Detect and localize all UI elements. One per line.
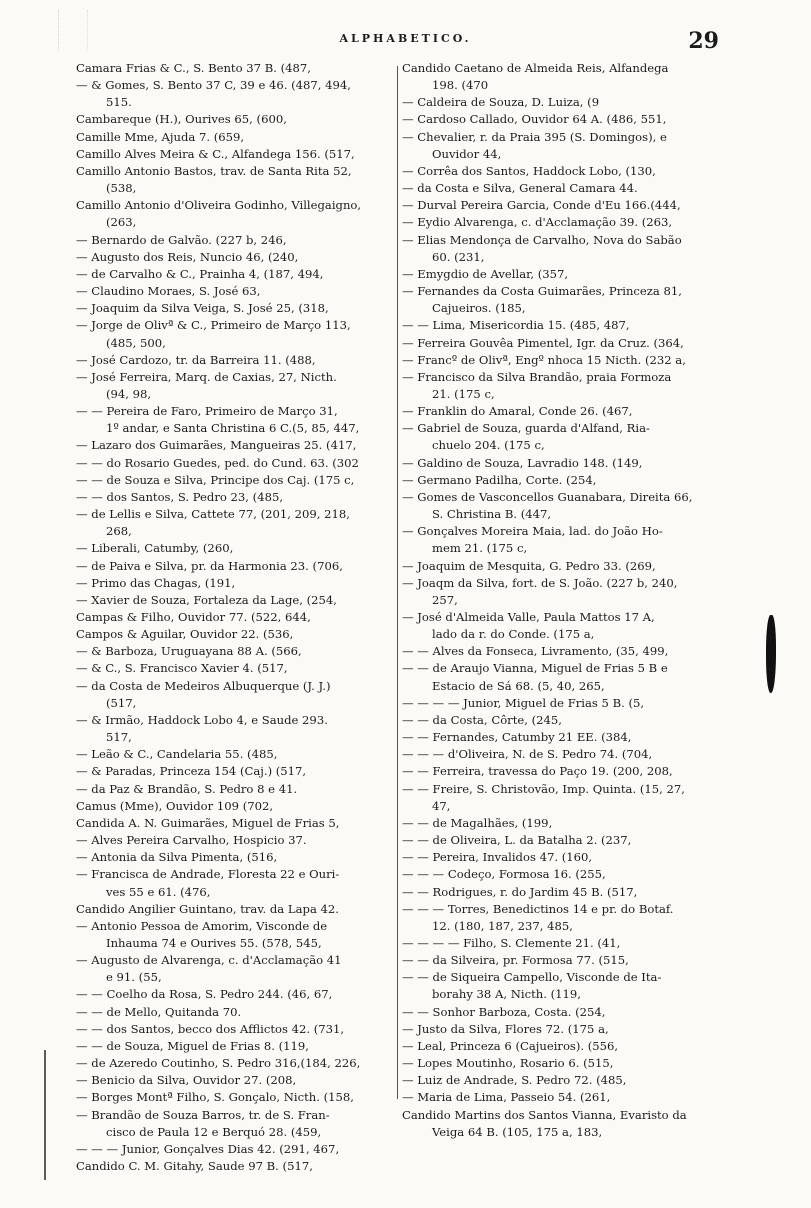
- directory-entry-line: — & Gomes, S. Bento 37 C, 39 e 46. (487, 494,: [76, 78, 351, 93]
- directory-entry-line: — Ferreira Gouvêa Pimentel, Igr. da Cruz. (364,: [402, 335, 684, 350]
- directory-entry-line: — Emygdio de Avellar, (357,: [402, 266, 569, 281]
- directory-entry-line: — Leão & C., Candelaria 55. (485,: [76, 747, 278, 762]
- directory-entry-line: 515.: [106, 95, 132, 110]
- directory-entry-line: 517,: [106, 730, 132, 745]
- directory-entry-line: — Joaqm da Silva, fort. de S. João. (227 b, 240,: [402, 575, 678, 590]
- directory-entry-line: — — da Costa, Côrte, (245,: [402, 712, 562, 727]
- directory-entry-line: — — Sonhor Barboza, Costa. (254,: [402, 1004, 606, 1019]
- directory-entry-line: — de Lellis e Silva, Cattete 77, (201, 209, 218,: [76, 507, 350, 522]
- directory-entry-line: — Chevalier, r. da Praia 395 (S. Domingos), e: [402, 129, 667, 144]
- directory-entry-line: — Claudino Moraes, S. José 63,: [76, 284, 261, 299]
- directory-entry-line: Campas & Filho, Ouvidor 77. (522, 644,: [76, 610, 311, 624]
- directory-entry-line: — Justo da Silva, Flores 72. (175 a,: [402, 1021, 609, 1036]
- directory-entry-line: — Borges Montª Filho, S. Gonçalo, Nicth. (158,: [76, 1090, 354, 1105]
- directory-entry-line: Candido Martins dos Santos Vianna, Evaristo da: [402, 1107, 687, 1122]
- directory-entry-line: — Joaquim de Mesquita, G. Pedro 33. (269,: [402, 558, 656, 573]
- directory-entry-line: — — de Oliveira, L. da Batalha 2. (237,: [402, 833, 632, 848]
- directory-entry-line: — Antonio Pessoa de Amorim, Visconde de: [76, 918, 328, 933]
- directory-entry-line: — da Costa e Silva, General Camara 44.: [402, 181, 638, 196]
- directory-entry-line: — — — d'Oliveira, N. de S. Pedro 74. (704,: [402, 747, 653, 762]
- page-number: 29: [688, 28, 719, 54]
- directory-entry-line: e 91. (55,: [106, 970, 162, 985]
- directory-entry-line: — & Irmão, Haddock Lobo 4, e Saude 293.: [76, 712, 328, 727]
- directory-entry-line: 1º andar, e Santa Christina 6 C.(5, 85, 447,: [106, 421, 360, 436]
- directory-entry-line: — — de Siqueira Campello, Visconde de Ita-: [402, 970, 662, 985]
- directory-entry-line: — Francisco da Silva Brandão, praia Formoza: [402, 369, 672, 384]
- directory-entry-line: — Leal, Princeza 6 (Cajueiros). (556,: [402, 1038, 619, 1053]
- directory-entry-line: Veiga 64 B. (105, 175 a, 183,: [432, 1124, 603, 1139]
- directory-entry-line: — — dos Santos, becco dos Afflictos 42. (731,: [76, 1021, 345, 1036]
- left-column: [76, 60, 394, 1175]
- directory-entry-line: — — dos Santos, S. Pedro 23, (485,: [76, 489, 284, 504]
- directory-entry-line: lado da r. do Conde. (175 a,: [432, 627, 595, 642]
- directory-entry-line: 21. (175 c,: [432, 386, 495, 401]
- directory-entry-line: — Corrêa dos Santos, Haddock Lobo, (130,: [402, 163, 656, 178]
- directory-entry-line: — & Barboza, Uruguayana 88 A. (566,: [76, 644, 302, 659]
- directory-entry-line: — Jorge de Olivª & C., Primeiro de Março 113,: [76, 318, 351, 333]
- directory-entry-line: Candida A. N. Guimarães, Miguel de Frias 5,: [76, 815, 340, 830]
- directory-entry-line: Candido Angilier Guintano, trav. da Lapa 42.: [76, 901, 339, 916]
- directory-entry-line: 60. (231,: [432, 249, 485, 264]
- directory-entry-line: — Liberali, Catumby, (260,: [76, 541, 234, 556]
- directory-entry-line: (517,: [106, 695, 137, 710]
- directory-entry-line: — Gonçalves Moreira Maia, lad. do João Ho-: [402, 524, 663, 539]
- directory-entry-line: — — Pereira de Faro, Primeiro de Março 31,: [76, 404, 338, 419]
- directory-entry-line: — — — — Junior, Miguel de Frias 5 B. (5,: [402, 695, 645, 710]
- directory-entry-line: (538,: [106, 181, 137, 196]
- directory-entry-line: (263,: [106, 215, 137, 230]
- directory-entry-line: — — — Torres, Benedictinos 14 e pr. do Botaf.: [402, 901, 674, 916]
- directory-entry-line: — Primo das Chagas, (191,: [76, 575, 236, 590]
- directory-entry-line: — — Lima, Misericordia 15. (485, 487,: [402, 318, 630, 333]
- directory-entry-line: — — de Mello, Quitanda 70.: [76, 1004, 242, 1019]
- directory-entry-line: — — de Souza, Miguel de Frias 8. (119,: [76, 1038, 309, 1053]
- directory-entry-line: — — — Codeço, Formosa 16. (255,: [402, 867, 606, 882]
- directory-entry-line: — Caldeira de Souza, D. Luiza, (9: [402, 95, 600, 110]
- directory-entry-line: — de Paiva e Silva, pr. da Harmonia 23. (706,: [76, 558, 343, 573]
- directory-entry-line: — — Freire, S. Christovão, Imp. Quinta. (15, 27,: [402, 781, 685, 796]
- directory-entry-line: — & C., S. Francisco Xavier 4. (517,: [76, 661, 288, 676]
- directory-entry-line: — Augusto de Alvarenga, c. d'Acclamação 41: [76, 953, 342, 968]
- directory-entry-line: Inhauma 74 e Ourives 55. (578, 545,: [106, 935, 322, 950]
- directory-entry-line: — — Alves da Fonseca, Livramento, (35, 499,: [402, 644, 669, 659]
- directory-entry-line: — José Ferreira, Marq. de Caxias, 27, Nicth.: [76, 369, 337, 384]
- directory-entry-line: — Cardoso Callado, Ouvidor 64 A. (486, 551,: [402, 112, 667, 127]
- directory-entry-line: mem 21. (175 c,: [432, 541, 528, 556]
- directory-entry-line: chuelo 204. (175 c,: [432, 438, 545, 453]
- directory-entry-line: — — Ferreira, travessa do Paço 19. (200, 208,: [402, 764, 673, 779]
- directory-entry-line: (485, 500,: [106, 335, 166, 350]
- directory-entry-line: Cambareque (H.), Ourives 65, (600,: [76, 112, 287, 127]
- directory-entry-line: — Bernardo de Galvão. (227 b, 246,: [76, 232, 287, 247]
- directory-entry-line: — — — Junior, Gonçalves Dias 42. (291, 467,: [76, 1141, 340, 1156]
- directory-entry-line: — — de Magalhães, (199,: [402, 815, 553, 830]
- directory-entry-line: Cajueiros. (185,: [432, 301, 526, 316]
- directory-entry-line: cisco de Paula 12 e Berquó 28. (459,: [106, 1124, 322, 1139]
- directory-entry-line: 198. (470: [432, 78, 489, 93]
- directory-entry-line: — Joaquim da Silva Veiga, S. José 25, (318,: [76, 301, 329, 316]
- directory-entry-line: — Gomes de Vasconcellos Guanabara, Direita 66,: [402, 489, 693, 504]
- directory-entry-line: — — Rodrigues, r. do Jardim 45 B. (517,: [402, 884, 638, 899]
- directory-entry-line: Camara Frias & C., S. Bento 37 B. (487,: [76, 61, 311, 75]
- directory-entry-line: — — Fernandes, Catumby 21 EE. (384,: [402, 730, 632, 745]
- directory-entry-line: — José d'Almeida Valle, Paula Mattos 17 A,: [402, 610, 655, 624]
- directory-entry-line: ves 55 e 61. (476,: [106, 884, 211, 899]
- column-divider: [397, 66, 398, 1099]
- directory-entry-line: — & Paradas, Princeza 154 (Caj.) (517,: [76, 764, 307, 779]
- right-column: [402, 60, 724, 1141]
- directory-entry-line: — da Paz & Brandão, S. Pedro 8 e 41.: [76, 781, 298, 796]
- directory-entry-line: — de Azeredo Coutinho, S. Pedro 316,(184, 226,: [76, 1056, 361, 1071]
- directory-entry-line: — Luiz de Andrade, S. Pedro 72. (485,: [402, 1073, 627, 1088]
- directory-entry-line: — Benicio da Silva, Ouvidor 27. (208,: [76, 1073, 297, 1088]
- directory-entry-line: — de Carvalho & C., Prainha 4, (187, 494,: [76, 266, 324, 281]
- directory-entry-line: — Lopes Moutinho, Rosario 6. (515,: [402, 1056, 614, 1071]
- directory-entry-line: (94, 98,: [106, 386, 152, 401]
- directory-entry-line: — — de Souza e Silva, Principe dos Caj. (175 c,: [76, 472, 355, 487]
- directory-entry-line: — — Pereira, Invalidos 47. (160,: [402, 850, 593, 865]
- directory-entry-line: — da Costa de Medeiros Albuquerque (J. J.): [76, 678, 331, 693]
- directory-entry-line: — Gabriel de Souza, guarda d'Alfand, Ria-: [402, 421, 650, 436]
- directory-entry-line: Camillo Alves Meira & C., Alfandega 156. (517,: [76, 146, 355, 161]
- directory-entry-line: Estacio de Sá 68. (5, 40, 265,: [432, 678, 605, 693]
- directory-entry-line: — Alves Pereira Carvalho, Hospicio 37.: [76, 833, 307, 848]
- directory-entry-line: Ouvidor 44,: [432, 146, 502, 161]
- directory-entry-line: — — do Rosario Guedes, ped. do Cund. 63. (302: [76, 455, 359, 470]
- margin-mark: [44, 1050, 46, 1180]
- directory-entry-line: Camillo Antonio d'Oliveira Godinho, Villegaigno,: [76, 198, 362, 213]
- directory-entry-line: 257,: [432, 592, 458, 607]
- directory-entry-line: — Eydio Alvarenga, c. d'Acclamação 39. (263,: [402, 215, 673, 230]
- directory-entry-line: — Germano Padilha, Corte. (254,: [402, 472, 597, 487]
- directory-entry-line: — Francº de Olivª, Engº nhoca 15 Nicth. (232 a,: [402, 352, 686, 367]
- directory-entry-line: — Fernandes da Costa Guimarães, Princeza 81,: [402, 284, 682, 299]
- directory-entry-line: Camille Mme, Ajuda 7. (659,: [76, 129, 245, 144]
- directory-entry-line: — Antonia da Silva Pimenta, (516,: [76, 850, 278, 865]
- ink-blot: [766, 615, 776, 693]
- directory-entry-line: — Durval Pereira Garcia, Conde d'Eu 166.(444,: [402, 198, 681, 213]
- directory-entry-line: — Francisca de Andrade, Floresta 22 e Ouri-: [76, 867, 340, 882]
- directory-entry-line: Candido C. M. Gitahy, Saude 97 B. (517,: [76, 1159, 313, 1173]
- directory-entry-line: — — — — Filho, S. Clemente 21. (41,: [402, 935, 621, 950]
- directory-entry-line: S. Christina B. (447,: [432, 507, 552, 522]
- directory-entry-line: — Brandão de Souza Barros, tr. de S. Fran-: [76, 1107, 330, 1122]
- directory-entry-line: Candido Caetano de Almeida Reis, Alfandega: [402, 61, 669, 75]
- directory-entry-line: — — de Araujo Vianna, Miguel de Frias 5 B e: [402, 661, 668, 676]
- directory-entry-line: 12. (180, 187, 237, 485,: [432, 918, 573, 933]
- directory-entry-line: — — da Silveira, pr. Formosa 77. (515,: [402, 953, 629, 968]
- directory-entry-line: 47,: [432, 798, 451, 813]
- directory-entry-line: — Lazaro dos Guimarães, Mangueiras 25. (417,: [76, 438, 357, 453]
- directory-entry-line: borahy 38 A, Nicth. (119,: [432, 987, 581, 1002]
- directory-entry-line: — — Coelho da Rosa, S. Pedro 244. (46, 67,: [76, 987, 333, 1002]
- directory-entry-line: — Augusto dos Reis, Nuncio 46, (240,: [76, 249, 299, 264]
- directory-entry-line: 268,: [106, 524, 132, 539]
- directory-entry-line: — Xavier de Souza, Fortaleza da Lage, (254,: [76, 592, 337, 607]
- directory-entry-line: — Maria de Lima, Passeio 54. (261,: [402, 1090, 611, 1105]
- directory-entry-line: Campos & Aguilar, Ouvidor 22. (536,: [76, 627, 294, 642]
- directory-entry-line: — José Cardozo, tr. da Barreira 11. (488,: [76, 352, 316, 367]
- directory-entry-line: — Franklin do Amaral, Conde 26. (467,: [402, 404, 633, 419]
- running-header: ALPHABETICO.: [339, 32, 472, 45]
- directory-entry-line: — Elias Mendonça de Carvalho, Nova do Sabão: [402, 232, 682, 247]
- directory-entry-line: Camus (Mme), Ouvidor 109 (702,: [76, 798, 274, 813]
- directory-entry-line: — Galdino de Souza, Lavradio 148. (149,: [402, 455, 643, 470]
- directory-entry-line: Camillo Antonio Bastos, trav. de Santa Rita 52,: [76, 163, 352, 178]
